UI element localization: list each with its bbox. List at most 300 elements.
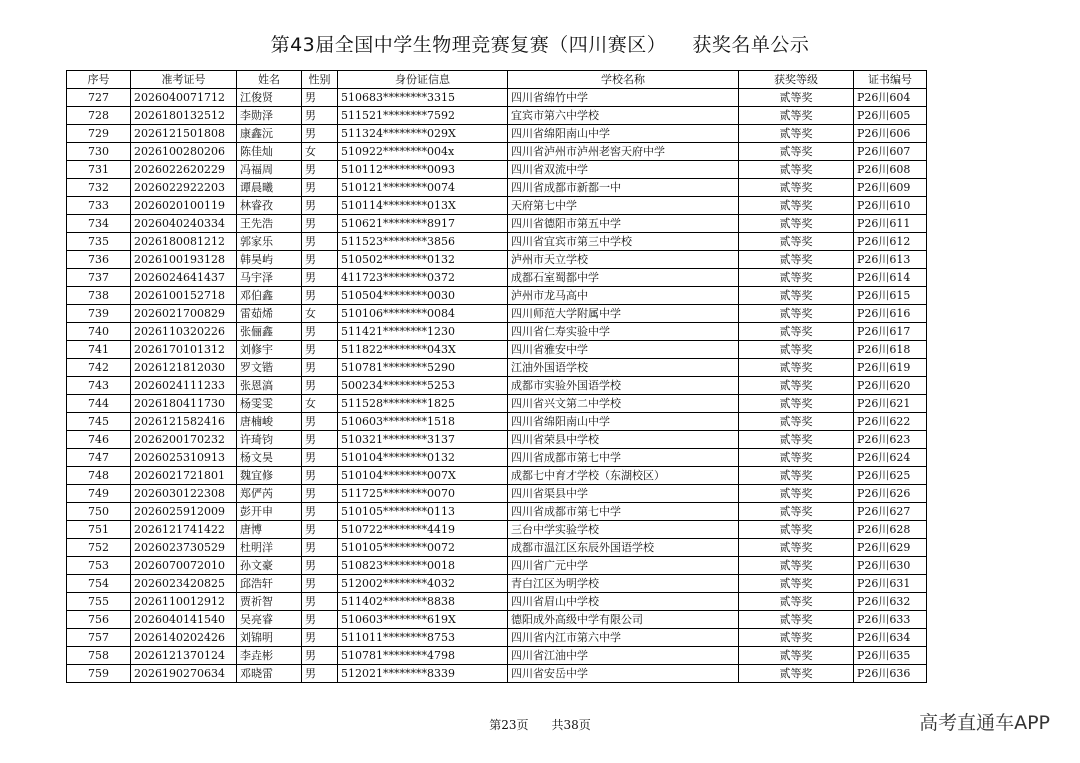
cell-col-name: 冯福周 <box>237 161 302 179</box>
cell-col-id-info: 510722********4419 <box>338 521 508 539</box>
cell-col-gender: 男 <box>302 269 338 287</box>
cell-col-gender: 男 <box>302 611 338 629</box>
cell-col-cert-no: P26川635 <box>854 647 927 665</box>
cell-col-id-info: 510922********004x <box>338 143 508 161</box>
table-row <box>67 413 927 431</box>
cell-col-name: 王先浩 <box>237 215 302 233</box>
table-row <box>67 377 927 395</box>
cell-col-id-info: 511324********029X <box>338 125 508 143</box>
cell-col-index: 730 <box>67 143 131 161</box>
cell-col-gender: 男 <box>302 377 338 395</box>
cell-col-gender: 男 <box>302 287 338 305</box>
cell-col-gender: 男 <box>302 575 338 593</box>
table-row <box>67 557 927 575</box>
cell-col-id-info: 510502********0132 <box>338 251 508 269</box>
cell-col-award-level: 贰等奖 <box>739 359 854 377</box>
header-col-exam-id: 准考证号 <box>131 71 237 89</box>
table-row <box>67 395 927 413</box>
cell-col-index: 743 <box>67 377 131 395</box>
cell-col-name: 郭家乐 <box>237 233 302 251</box>
cell-col-exam-id: 2026100152718 <box>131 287 237 305</box>
cell-col-award-level: 贰等奖 <box>739 323 854 341</box>
cell-col-index: 734 <box>67 215 131 233</box>
cell-col-school: 四川省渠县中学 <box>508 485 739 503</box>
table-row <box>67 665 927 683</box>
cell-col-gender: 男 <box>302 413 338 431</box>
cell-col-school: 成都七中育才学校（东湖校区） <box>508 467 739 485</box>
cell-col-award-level: 贰等奖 <box>739 107 854 125</box>
cell-col-id-info: 510683********3315 <box>338 89 508 107</box>
cell-col-cert-no: P26川618 <box>854 341 927 359</box>
cell-col-school: 天府第七中学 <box>508 197 739 215</box>
cell-col-name: 李垚彬 <box>237 647 302 665</box>
cell-col-cert-no: P26川611 <box>854 215 927 233</box>
header-col-index: 序号 <box>67 71 131 89</box>
cell-col-award-level: 贰等奖 <box>739 215 854 233</box>
cell-col-id-info: 511725********0070 <box>338 485 508 503</box>
cell-col-exam-id: 2026180132512 <box>131 107 237 125</box>
cell-col-cert-no: P26川614 <box>854 269 927 287</box>
cell-col-id-info: 510104********0132 <box>338 449 508 467</box>
cell-col-gender: 男 <box>302 341 338 359</box>
cell-col-award-level: 贰等奖 <box>739 575 854 593</box>
cell-col-id-info: 511521********7592 <box>338 107 508 125</box>
cell-col-exam-id: 2026024111233 <box>131 377 237 395</box>
cell-col-award-level: 贰等奖 <box>739 503 854 521</box>
cell-col-name: 贾祈智 <box>237 593 302 611</box>
cell-col-award-level: 贰等奖 <box>739 593 854 611</box>
cell-col-school: 泸州市天立学校 <box>508 251 739 269</box>
cell-col-gender: 男 <box>302 107 338 125</box>
cell-col-gender: 女 <box>302 305 338 323</box>
cell-col-gender: 男 <box>302 503 338 521</box>
cell-col-school: 青白江区为明学校 <box>508 575 739 593</box>
cell-col-exam-id: 2026170101312 <box>131 341 237 359</box>
cell-col-award-level: 贰等奖 <box>739 179 854 197</box>
cell-col-school: 四川省成都市第七中学 <box>508 449 739 467</box>
cell-col-name: 许琦钧 <box>237 431 302 449</box>
header-col-gender: 性别 <box>302 71 338 89</box>
cell-col-award-level: 贰等奖 <box>739 251 854 269</box>
header-col-cert-no: 证书编号 <box>854 71 927 89</box>
cell-col-id-info: 510121********0074 <box>338 179 508 197</box>
cell-col-id-info: 512002********4032 <box>338 575 508 593</box>
table-row <box>67 269 927 287</box>
cell-col-name: 唐楠峻 <box>237 413 302 431</box>
cell-col-index: 748 <box>67 467 131 485</box>
cell-col-school: 德阳成外高级中学有限公司 <box>508 611 739 629</box>
cell-col-school: 四川省眉山中学校 <box>508 593 739 611</box>
cell-col-school: 四川省绵阳南山中学 <box>508 125 739 143</box>
cell-col-school: 四川省绵阳南山中学 <box>508 413 739 431</box>
cell-col-id-info: 510823********0018 <box>338 557 508 575</box>
cell-col-exam-id: 2026121501808 <box>131 125 237 143</box>
cell-col-index: 755 <box>67 593 131 611</box>
cell-col-award-level: 贰等奖 <box>739 611 854 629</box>
cell-col-gender: 女 <box>302 395 338 413</box>
cell-col-name: 彭开申 <box>237 503 302 521</box>
cell-col-award-level: 贰等奖 <box>739 521 854 539</box>
cell-col-school: 成都石室蜀都中学 <box>508 269 739 287</box>
cell-col-gender: 男 <box>302 323 338 341</box>
table-row <box>67 593 927 611</box>
cell-col-id-info: 510105********0113 <box>338 503 508 521</box>
cell-col-exam-id: 2026030122308 <box>131 485 237 503</box>
cell-col-id-info: 511402********8838 <box>338 593 508 611</box>
cell-col-gender: 男 <box>302 557 338 575</box>
cell-col-index: 746 <box>67 431 131 449</box>
table-row <box>67 449 927 467</box>
cell-col-name: 孙文豪 <box>237 557 302 575</box>
cell-col-exam-id: 2026025912009 <box>131 503 237 521</box>
cell-col-award-level: 贰等奖 <box>739 143 854 161</box>
cell-col-index: 751 <box>67 521 131 539</box>
cell-col-cert-no: P26川628 <box>854 521 927 539</box>
cell-col-index: 727 <box>67 89 131 107</box>
cell-col-index: 754 <box>67 575 131 593</box>
cell-col-exam-id: 2026040071712 <box>131 89 237 107</box>
cell-col-school: 四川省安岳中学 <box>508 665 739 683</box>
table-row <box>67 251 927 269</box>
cell-col-school: 四川省雅安中学 <box>508 341 739 359</box>
cell-col-index: 757 <box>67 629 131 647</box>
cell-col-award-level: 贰等奖 <box>739 395 854 413</box>
cell-col-award-level: 贰等奖 <box>739 629 854 647</box>
cell-col-award-level: 贰等奖 <box>739 287 854 305</box>
cell-col-exam-id: 2026100280206 <box>131 143 237 161</box>
cell-col-exam-id: 2026100193128 <box>131 251 237 269</box>
cell-col-name: 邓晓雷 <box>237 665 302 683</box>
cell-col-index: 752 <box>67 539 131 557</box>
cell-col-school: 四川省广元中学 <box>508 557 739 575</box>
cell-col-gender: 男 <box>302 251 338 269</box>
cell-col-id-info: 511421********1230 <box>338 323 508 341</box>
table-row <box>67 575 927 593</box>
cell-col-index: 733 <box>67 197 131 215</box>
cell-col-gender: 男 <box>302 629 338 647</box>
header-col-award-level: 获奖等级 <box>739 71 854 89</box>
cell-col-school: 四川师范大学附属中学 <box>508 305 739 323</box>
table-row <box>67 125 927 143</box>
table-row <box>67 107 927 125</box>
cell-col-school: 成都市温江区东辰外国语学校 <box>508 539 739 557</box>
cell-col-index: 732 <box>67 179 131 197</box>
cell-col-award-level: 贰等奖 <box>739 125 854 143</box>
cell-col-id-info: 510603********1518 <box>338 413 508 431</box>
cell-col-exam-id: 2026070072010 <box>131 557 237 575</box>
cell-col-gender: 男 <box>302 197 338 215</box>
cell-col-exam-id: 2026140202426 <box>131 629 237 647</box>
cell-col-school: 四川省绵竹中学 <box>508 89 739 107</box>
table-row <box>67 485 927 503</box>
cell-col-name: 江俊贤 <box>237 89 302 107</box>
table-row <box>67 179 927 197</box>
cell-col-school: 三台中学实验学校 <box>508 521 739 539</box>
cell-col-name: 杨文昊 <box>237 449 302 467</box>
cell-col-index: 735 <box>67 233 131 251</box>
cell-col-award-level: 贰等奖 <box>739 377 854 395</box>
cell-col-gender: 男 <box>302 485 338 503</box>
cell-col-exam-id: 2026121582416 <box>131 413 237 431</box>
cell-col-school: 四川省成都市新都一中 <box>508 179 739 197</box>
cell-col-id-info: 500234********5253 <box>338 377 508 395</box>
table-row <box>67 629 927 647</box>
cell-col-id-info: 510781********5290 <box>338 359 508 377</box>
cell-col-name: 刘锦明 <box>237 629 302 647</box>
header-col-id-info: 身份证信息 <box>338 71 508 89</box>
cell-col-gender: 男 <box>302 161 338 179</box>
cell-col-index: 742 <box>67 359 131 377</box>
table-row <box>67 233 927 251</box>
cell-col-school: 四川省兴文第二中学校 <box>508 395 739 413</box>
table-header-row <box>67 71 927 89</box>
table-row <box>67 143 927 161</box>
cell-col-id-info: 512021********8339 <box>338 665 508 683</box>
cell-col-cert-no: P26川624 <box>854 449 927 467</box>
cell-col-award-level: 贰等奖 <box>739 539 854 557</box>
cell-col-cert-no: P26川607 <box>854 143 927 161</box>
cell-col-name: 唐博 <box>237 521 302 539</box>
cell-col-index: 737 <box>67 269 131 287</box>
cell-col-exam-id: 2026040240334 <box>131 215 237 233</box>
cell-col-name: 康鑫沅 <box>237 125 302 143</box>
cell-col-gender: 男 <box>302 233 338 251</box>
cell-col-exam-id: 2026040141540 <box>131 611 237 629</box>
cell-col-gender: 男 <box>302 467 338 485</box>
cell-col-cert-no: P26川604 <box>854 89 927 107</box>
cell-col-index: 738 <box>67 287 131 305</box>
cell-col-exam-id: 2026023730529 <box>131 539 237 557</box>
table-row <box>67 521 927 539</box>
cell-col-cert-no: P26川616 <box>854 305 927 323</box>
cell-col-exam-id: 2026110320226 <box>131 323 237 341</box>
cell-col-name: 韩昊屿 <box>237 251 302 269</box>
cell-col-school: 四川省泸州市泸州老窖天府中学 <box>508 143 739 161</box>
table-row <box>67 539 927 557</box>
cell-col-exam-id: 2026180081212 <box>131 233 237 251</box>
cell-col-exam-id: 2026022922203 <box>131 179 237 197</box>
cell-col-gender: 男 <box>302 647 338 665</box>
cell-col-award-level: 贰等奖 <box>739 305 854 323</box>
cell-col-index: 756 <box>67 611 131 629</box>
cell-col-gender: 男 <box>302 179 338 197</box>
cell-col-name: 谭晨曦 <box>237 179 302 197</box>
cell-col-exam-id: 2026022620229 <box>131 161 237 179</box>
cell-col-award-level: 贰等奖 <box>739 233 854 251</box>
cell-col-index: 728 <box>67 107 131 125</box>
cell-col-index: 740 <box>67 323 131 341</box>
cell-col-cert-no: P26川620 <box>854 377 927 395</box>
document-title: 第43届全国中学生物理竞赛复赛（四川赛区） 获奖名单公示 <box>270 34 810 56</box>
watermark-logo-text: 高考直通车APP <box>919 712 1050 734</box>
cell-col-name: 吴亮睿 <box>237 611 302 629</box>
cell-col-cert-no: P26川608 <box>854 161 927 179</box>
cell-col-school: 四川省双流中学 <box>508 161 739 179</box>
cell-col-award-level: 贰等奖 <box>739 431 854 449</box>
cell-col-school: 四川省江油中学 <box>508 647 739 665</box>
header-col-name: 姓名 <box>237 71 302 89</box>
cell-col-award-level: 贰等奖 <box>739 269 854 287</box>
cell-col-name: 李勋泽 <box>237 107 302 125</box>
cell-col-award-level: 贰等奖 <box>739 197 854 215</box>
cell-col-school: 四川省宜宾市第三中学校 <box>508 233 739 251</box>
cell-col-cert-no: P26川613 <box>854 251 927 269</box>
cell-col-gender: 男 <box>302 593 338 611</box>
cell-col-name: 邓伯鑫 <box>237 287 302 305</box>
cell-col-award-level: 贰等奖 <box>739 161 854 179</box>
cell-col-award-level: 贰等奖 <box>739 485 854 503</box>
cell-col-cert-no: P26川622 <box>854 413 927 431</box>
cell-col-cert-no: P26川615 <box>854 287 927 305</box>
cell-col-name: 陈佳灿 <box>237 143 302 161</box>
cell-col-name: 张俪鑫 <box>237 323 302 341</box>
cell-col-cert-no: P26川636 <box>854 665 927 683</box>
table-row <box>67 89 927 107</box>
table-row <box>67 647 927 665</box>
header-col-school: 学校名称 <box>508 71 739 89</box>
cell-col-name: 杨雯雯 <box>237 395 302 413</box>
cell-col-cert-no: P26川629 <box>854 539 927 557</box>
cell-col-cert-no: P26川632 <box>854 593 927 611</box>
cell-col-index: 739 <box>67 305 131 323</box>
cell-col-id-info: 510621********8917 <box>338 215 508 233</box>
cell-col-id-info: 510603********619X <box>338 611 508 629</box>
cell-col-name: 魏宜修 <box>237 467 302 485</box>
cell-col-index: 731 <box>67 161 131 179</box>
cell-col-gender: 男 <box>302 521 338 539</box>
cell-col-index: 749 <box>67 485 131 503</box>
cell-col-award-level: 贰等奖 <box>739 89 854 107</box>
cell-col-name: 雷茹烯 <box>237 305 302 323</box>
cell-col-school: 宜宾市第六中学校 <box>508 107 739 125</box>
cell-col-gender: 男 <box>302 125 338 143</box>
cell-col-school: 四川省德阳市第五中学 <box>508 215 739 233</box>
table-row <box>67 467 927 485</box>
cell-col-exam-id: 2026121741422 <box>131 521 237 539</box>
cell-col-cert-no: P26川630 <box>854 557 927 575</box>
table-row <box>67 359 927 377</box>
cell-col-gender: 男 <box>302 359 338 377</box>
award-table <box>66 70 927 683</box>
table-row <box>67 305 927 323</box>
cell-col-cert-no: P26川627 <box>854 503 927 521</box>
cell-col-school: 四川省仁寿实验中学 <box>508 323 739 341</box>
cell-col-exam-id: 2026121370124 <box>131 647 237 665</box>
table-row <box>67 323 927 341</box>
cell-col-index: 758 <box>67 647 131 665</box>
cell-col-cert-no: P26川609 <box>854 179 927 197</box>
cell-col-name: 邱浩轩 <box>237 575 302 593</box>
table-row <box>67 431 927 449</box>
table-body <box>67 89 927 683</box>
cell-col-cert-no: P26川633 <box>854 611 927 629</box>
cell-col-exam-id: 2026024641437 <box>131 269 237 287</box>
cell-col-id-info: 511011********8753 <box>338 629 508 647</box>
cell-col-school: 江油外国语学校 <box>508 359 739 377</box>
cell-col-school: 四川省内江市第六中学 <box>508 629 739 647</box>
cell-col-index: 759 <box>67 665 131 683</box>
cell-col-exam-id: 2026121812030 <box>131 359 237 377</box>
cell-col-cert-no: P26川634 <box>854 629 927 647</box>
cell-col-exam-id: 2026200170232 <box>131 431 237 449</box>
cell-col-exam-id: 2026190270634 <box>131 665 237 683</box>
cell-col-award-level: 贰等奖 <box>739 413 854 431</box>
cell-col-exam-id: 2026021700829 <box>131 305 237 323</box>
cell-col-award-level: 贰等奖 <box>739 449 854 467</box>
cell-col-id-info: 510781********4798 <box>338 647 508 665</box>
cell-col-gender: 男 <box>302 539 338 557</box>
cell-col-school: 泸州市龙马高中 <box>508 287 739 305</box>
cell-col-gender: 男 <box>302 89 338 107</box>
cell-col-index: 750 <box>67 503 131 521</box>
cell-col-award-level: 贰等奖 <box>739 467 854 485</box>
cell-col-id-info: 411723********0372 <box>338 269 508 287</box>
cell-col-school: 成都市实验外国语学校 <box>508 377 739 395</box>
table-row <box>67 215 927 233</box>
cell-col-name: 林睿孜 <box>237 197 302 215</box>
table-row <box>67 341 927 359</box>
cell-col-index: 736 <box>67 251 131 269</box>
cell-col-exam-id: 2026025310913 <box>131 449 237 467</box>
cell-col-award-level: 贰等奖 <box>739 647 854 665</box>
cell-col-gender: 女 <box>302 143 338 161</box>
cell-col-index: 744 <box>67 395 131 413</box>
cell-col-cert-no: P26川619 <box>854 359 927 377</box>
cell-col-exam-id: 2026021721801 <box>131 467 237 485</box>
cell-col-index: 729 <box>67 125 131 143</box>
cell-col-index: 745 <box>67 413 131 431</box>
cell-col-id-info: 510112********0093 <box>338 161 508 179</box>
table-row <box>67 197 927 215</box>
cell-col-cert-no: P26川605 <box>854 107 927 125</box>
cell-col-cert-no: P26川610 <box>854 197 927 215</box>
cell-col-cert-no: P26川626 <box>854 485 927 503</box>
cell-col-cert-no: P26川625 <box>854 467 927 485</box>
cell-col-school: 四川省荣县中学校 <box>508 431 739 449</box>
cell-col-school: 四川省成都市第七中学 <box>508 503 739 521</box>
cell-col-id-info: 510105********0072 <box>338 539 508 557</box>
cell-col-exam-id: 2026023420825 <box>131 575 237 593</box>
cell-col-id-info: 510321********3137 <box>338 431 508 449</box>
cell-col-cert-no: P26川606 <box>854 125 927 143</box>
cell-col-index: 747 <box>67 449 131 467</box>
cell-col-cert-no: P26川623 <box>854 431 927 449</box>
cell-col-cert-no: P26川621 <box>854 395 927 413</box>
cell-col-index: 741 <box>67 341 131 359</box>
cell-col-id-info: 510114********013X <box>338 197 508 215</box>
cell-col-name: 罗文锴 <box>237 359 302 377</box>
cell-col-gender: 男 <box>302 215 338 233</box>
cell-col-id-info: 510104********007X <box>338 467 508 485</box>
cell-col-id-info: 510106********0084 <box>338 305 508 323</box>
cell-col-exam-id: 2026020100119 <box>131 197 237 215</box>
table-row <box>67 287 927 305</box>
cell-col-cert-no: P26川612 <box>854 233 927 251</box>
cell-col-cert-no: P26川631 <box>854 575 927 593</box>
cell-col-name: 马宇泽 <box>237 269 302 287</box>
cell-col-cert-no: P26川617 <box>854 323 927 341</box>
cell-col-id-info: 511528********1825 <box>338 395 508 413</box>
table-row <box>67 161 927 179</box>
cell-col-gender: 男 <box>302 665 338 683</box>
cell-col-exam-id: 2026180411730 <box>131 395 237 413</box>
cell-col-name: 杜明洋 <box>237 539 302 557</box>
cell-col-name: 郑俨芮 <box>237 485 302 503</box>
cell-col-gender: 男 <box>302 431 338 449</box>
cell-col-award-level: 贰等奖 <box>739 341 854 359</box>
cell-col-name: 张恩滈 <box>237 377 302 395</box>
cell-col-id-info: 511523********3856 <box>338 233 508 251</box>
